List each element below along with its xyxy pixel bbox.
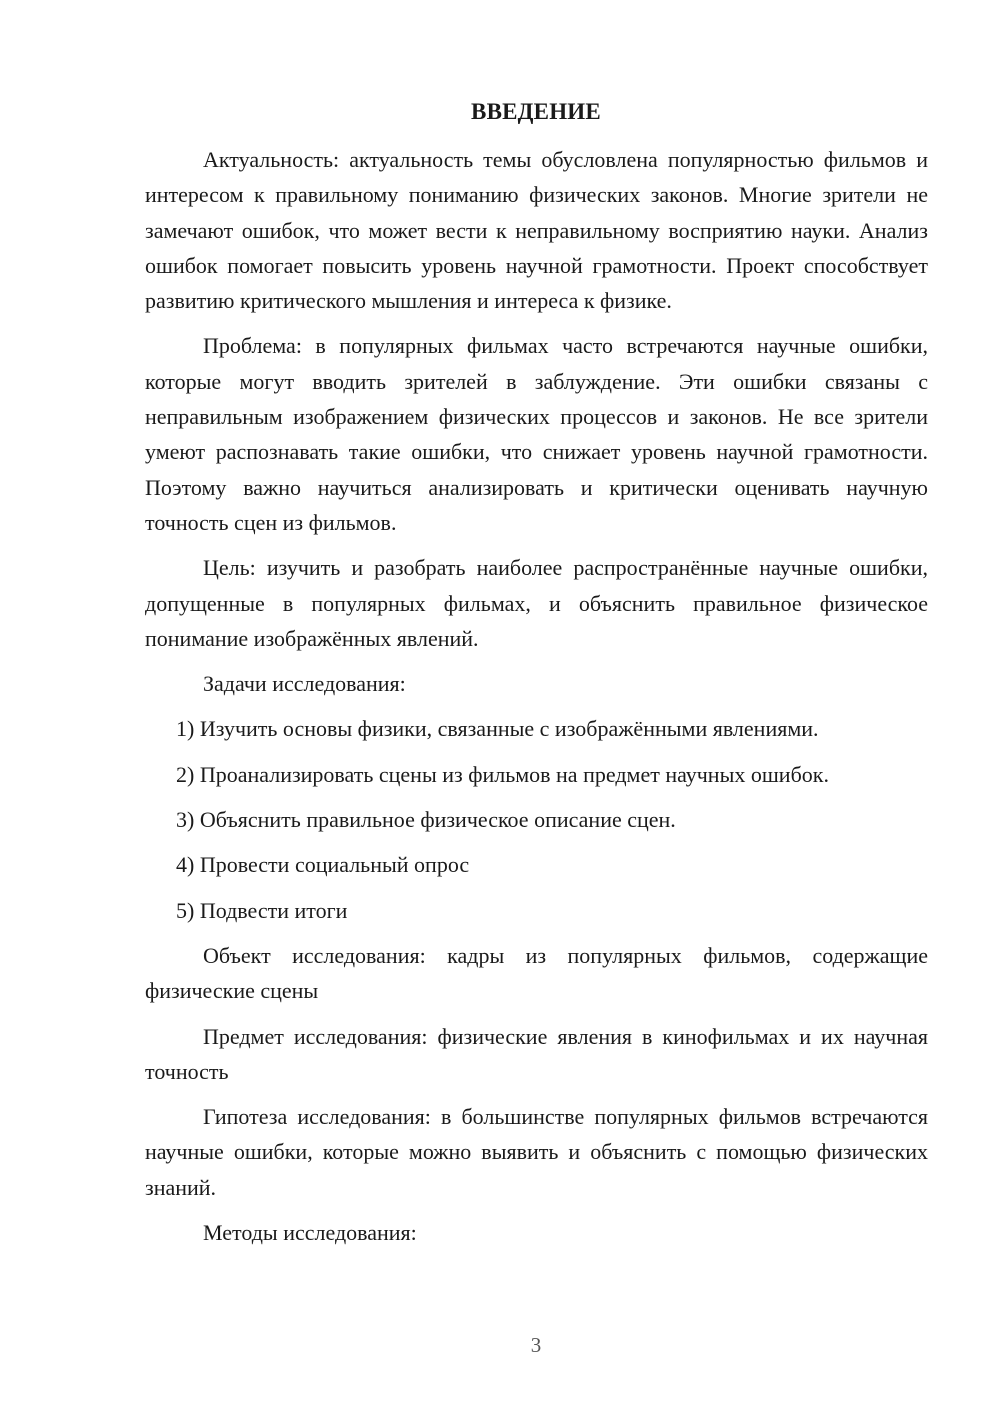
list-item: 2) Проанализировать сцены из фильмов на предмет научных ошибок. [176,761,829,787]
list-item: 4) Провести социальный опрос [176,852,470,878]
subject-paragraph: Предмет исследования: физические явления в кинофильмах и их научная точность [145,1023,928,1084]
section-title: ВВЕДЕНИЕ [471,99,601,124]
list-item: 5) Подвести итоги [176,897,348,923]
tasks-heading: Задачи исследования: [203,671,406,697]
problem-paragraph: Проблема: в популярных фильмах часто встречаются научные ошибки, которые могут вводить зрителей в заблуждение. Эти ошибки связаны с неправильным изображением физических процессов и законов. Не все зрители умеют распознавать такие ошибки, что снижает уровень научной грамотности. Поэтому важно научиться анализировать и критически оценивать научную точность сцен из фильмов. [145,333,928,535]
list-item: 1) Изучить основы физики, связанные с изображёнными явлениями. [176,716,819,742]
hypothesis-paragraph: Гипотеза исследования: в большинстве популярных фильмов встречаются научные ошибки, которые можно выявить и объяснить с помощью физических знаний. [145,1104,928,1200]
relevance-paragraph: Актуальность: актуальность темы обусловлена популярностью фильмов и интересом к правильному пониманию физических законов. Многие зрители не замечают ошибок, что может вести к неправильному восприятию науки. Анализ ошибок помогает повысить уровень научной грамотности. Проект способствует развитию критического мышления и интереса к физике. [145,147,928,314]
body-text [145,142,928,1250]
page-number: 3 [530,1333,542,1357]
goal-paragraph: Цель: изучить и разобрать наиболее распространённые научные ошибки, допущенные в популярных фильмах, и объяснить правильное физическое понимание изображённых явлений. [145,555,928,651]
list-item: 3) Объяснить правильное физическое описание сцен. [176,807,676,833]
object-paragraph: Объект исследования: кадры из популярных фильмов, содержащие физические сцены [145,942,928,1004]
methods-heading: Методы исследования: [203,1220,417,1246]
